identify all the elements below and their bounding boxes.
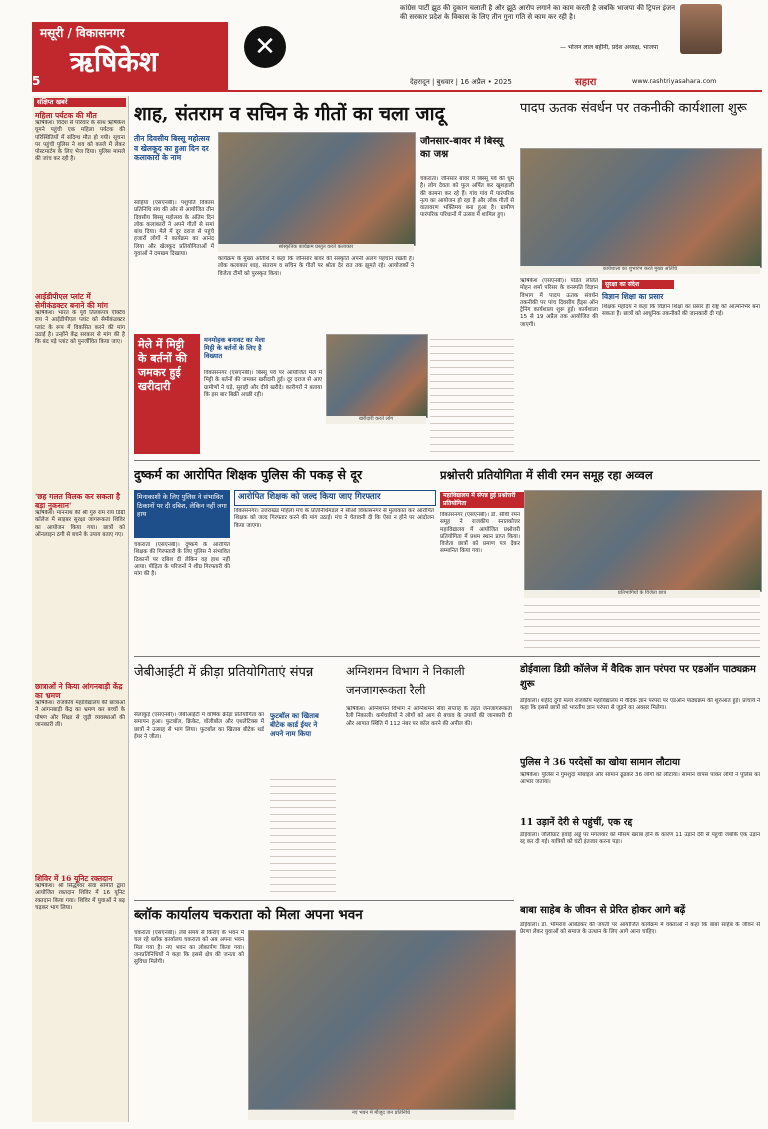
police-body: ऋषिकेश। पुलिस ने गुमशुदा मोबाइल और सामान ढूंढकर 36 लोगों को लौटाया। सामान वापस पाकर लोगों ने पुलिस का आभार जताया। bbox=[520, 772, 760, 786]
teacher-subhead-box bbox=[134, 490, 230, 538]
x-logo-icon: ✕ bbox=[244, 26, 286, 68]
brief-body: ऋषिकेश। माननाथ की श्री गुरु राम राय डिग्री कॉलेज में साइबर सुरक्षा जागरूकता शिविर का आयोजन किया गया। छात्रों को ऑनलाइन ठगी से बचने के उपाय बताए गए। bbox=[35, 510, 125, 538]
lead-headline: शाह, संतराम व सचिन के गीतों का चला जादू bbox=[134, 103, 445, 125]
doiwala-body: डोईवाला। शहीद दुर्गा मल्ल राजकीय महाविद्यालय में वैदिक ज्ञान परंपरा पर एडऑन पाठ्यक्रम की शुरुआत हुई। प्राचार्य ने कहा कि इससे छात्रों को भारतीय ज्ञान परंपरा से जुड़ने का अवसर मिलेगा। bbox=[520, 698, 760, 712]
masthead bbox=[0, 0, 768, 88]
brief-item bbox=[32, 490, 128, 680]
lead-photo bbox=[218, 132, 416, 246]
edition-label: मसूरी / विकासनगर bbox=[40, 26, 125, 40]
lead-caption: सांस्कृतिक कार्यक्रम प्रस्तुत करते कलाकार bbox=[218, 244, 414, 252]
flights-body: डोईवाला। जौलीग्रांट हवाई अड्डे पर मंगलवार को मौसम खराब होने के कारण 11 उड़ानें देरी से पहुंचीं जबकि एक उड़ान रद्द कर दी गई। यात्रियों को घंटों इंतजार करना पड़ा। bbox=[520, 832, 760, 846]
brief-body: ऋषिकेश। भारत के पूर्व तिलकपत्र ऐक्टिव राय ने आईडीपीएल प्लांट को सेमीकंडक्टर प्लांट के रूप में विकसित करने की मांग उठाई है। उन्होंने केंद्र सरकार से मांग की है कि बंद पड़े प्लांट को पुनर्जीवित किया जाए। bbox=[35, 310, 125, 346]
teacher-subhead: मिनाकाशी के लिए पुलिस ने संभावित ठिकानों पर दी दबिश, लेकिन नहीं लगा हाथ bbox=[137, 493, 227, 518]
lead-body-2: कार्यक्रम के मुख्य अतिथि ने कहा कि जौनसार बावर की संस्कृति अपनी अलग पहचान रखती है। लोक कलाकार शाह, संतराम व सचिन के गीतों पर श्रोता देर रात तक झूमते रहे। आयोजकों ने विजेता टीमों को पुरस्कृत किया। bbox=[218, 256, 414, 277]
section-rule-3 bbox=[134, 900, 514, 901]
plant-caption: कार्यशाला का शुभारंभ करते मुख्य अतिथि bbox=[520, 266, 760, 274]
mela-block bbox=[134, 334, 200, 454]
flights-headline: 11 उड़ानें देरी से पहुंचीं, एक रद्द bbox=[520, 817, 633, 828]
jbit-subhead-box bbox=[270, 712, 330, 772]
plant-sub-label-2: विज्ञान शिक्षा का प्रसार bbox=[602, 292, 664, 301]
quiz-subhead: महाविद्यालय में संपन्न हुई प्रश्नोत्तरी प्रतियोगिता bbox=[440, 492, 526, 508]
plant-headline: पादप ऊतक संवर्धन पर तकनीकी कार्यशाला शुरू bbox=[520, 101, 747, 116]
mela-body-cont bbox=[430, 336, 514, 456]
dateline: देहरादून | बुधवार | 16 अप्रैल • 2025 bbox=[410, 78, 512, 86]
jbit-body-cont bbox=[270, 776, 336, 896]
jbit-headline: जेबीआईटी में क्रीड़ा प्रतियोगिताएं संपन्न bbox=[134, 665, 314, 680]
plant-body: ऋषिकेश (एसएनबी)। पंडित ललित मोहन शर्मा परिसर के वनस्पति विज्ञान विभाग में पादप ऊतक संवर्धन तकनीकी पर पांच दिवसीय हैंड्स ऑन ट्रेनिंग कार्यशाला शुरू हुई। कार्यशाला 15 से 19 अप्रैल तक आयोजित की जाएगी। bbox=[520, 278, 598, 328]
plant-photo bbox=[520, 148, 762, 268]
paper-name: सहारा bbox=[575, 77, 597, 88]
edition-title: ऋषिकेश bbox=[70, 45, 158, 78]
block-caption: नए भवन में मौजूद जन प्रतिनिधि bbox=[248, 1110, 514, 1120]
fire-headline: अग्निशमन विभाग ने निकाली जनजागरूकता रैली bbox=[346, 664, 465, 697]
section-rule-2 bbox=[134, 656, 760, 657]
quiz-caption: प्रतिभागियों के विजेता छात्र bbox=[524, 590, 760, 598]
teacher-body-1: चकराता (एसएनबी)। दुष्कर्म के आरोपित शिक्षक की गिरफ्तारी के लिए पुलिस ने संभावित ठिकानों पर दबिश दी लेकिन वह हाथ नहीं आया। पीड़िता के परिजनों ने शीघ्र गिरफ्तारी की मांग की है। bbox=[134, 542, 230, 578]
brief-item bbox=[32, 109, 128, 290]
lead-body-1: साहिया (एसएनबी)। पशुपति विकास प्रतिनिधि संघ की ओर से आयोजित तीन दिवसीय बिस्सू महोत्सव के अंतिम दिन लोक कलाकारों ने अपने गीतों से समां बांध दिया। मेले में दूर दराज से पहुंचे हजारों लोगों ने कार्यक्रम का आनंद लिया और खेलकूद प्रतियोगिताओं में युवाओं ने दमखम दिखाया। bbox=[134, 200, 214, 258]
quiz-photo bbox=[524, 490, 762, 592]
teacher-box-headline: आरोपित शिक्षक को जल्द किया जाए गिरफ्तार bbox=[238, 492, 381, 502]
brief-headline: 'छह गलत विलक कर सकता है बड़ा नुकसान' bbox=[35, 492, 120, 510]
plant-sub-label: सुरक्षा का संदेश bbox=[602, 280, 674, 289]
lead-subhead-box bbox=[134, 134, 214, 194]
plant-body-2: शिक्षक महोदय ने कहा कि विज्ञान शिक्षा का प्रसार ही राष्ट्र को आत्मनिर्भर बना सकता है। छात्रों को आधुनिक तकनीकों की जानकारी दी गई। bbox=[602, 304, 760, 318]
mela-caption: खरीदारी करते लोग bbox=[326, 416, 426, 424]
quiz-body-cont bbox=[524, 602, 760, 650]
dateline-city: देहरादून bbox=[410, 78, 430, 86]
brief-item bbox=[32, 290, 128, 490]
sidebar-briefs bbox=[32, 96, 129, 1122]
teacher-headline: दुष्कर्म का आरोपित शिक्षक पुलिस की पकड़ से दूर bbox=[134, 467, 363, 482]
block-headline: ब्लॉक कार्यालय चकराता को मिला अपना भवन bbox=[134, 907, 363, 923]
mela-body: विकासनगर (एसएनबी)। बिस्सू पर्व पर आयोजित मेले में मिट्टी के बर्तनों की जमकर खरीदारी हुई। दूर दराज से आए ग्रामीणों ने घड़े, सुराही और दीये खरीदे। कारीगरों ने बताया कि इस बार बिक्री अच्छी रही। bbox=[204, 370, 322, 398]
top-quote: कांग्रेस पार्टी झूठ की दुकान चलाती है और झूठे आरोप लगाने का काम करती है जबकि भाजपा की ट्रिपल इंजन की सरकार प्रदेश के विकास के लिए तीन गुना गति से काम कर रही है। bbox=[400, 4, 675, 21]
mela-headline: मेले में मिट्टी के बर्तनों की जमकर हुई खरीदारी bbox=[138, 338, 187, 393]
brief-item bbox=[32, 872, 128, 1035]
mela-subhead: मनमोहक बनावट का मेला मिट्टी के बर्तनों के लिए है विख्यात bbox=[204, 336, 265, 360]
lead-subhead: तीन दिवसीय बिस्सू महोत्सव व खेलकूद का हुआ दिन दर कलाकारों के नाम bbox=[134, 134, 210, 162]
dateline-year: 2025 bbox=[494, 78, 512, 86]
jaunsar-headline: जौनसार-बावर में बिस्सू का जश्न bbox=[420, 136, 504, 160]
brief-body: ऋषिकेश। श्री सिद्धेश्वर सेवा समिति द्वारा आयोजित रक्तदान शिविर में 16 यूनिट रक्तदान किया गया। शिविर में युवाओं ने बढ़ चढ़कर भाग लिया। bbox=[35, 883, 125, 911]
jbit-body: सेलाकुई (एसएनबी)। जेबीआईटी में वार्षिक क्रीड़ा प्रतियोगिता का समापन हुआ। फुटबॉल, क्रिकेट, वॉलीबॉल और एथलेटिक्स में छात्रों ने उत्साह से भाग लिया। फुटबॉल का खिताब बीटेक थर्ड ईयर ने जीता। bbox=[134, 712, 264, 740]
page-number: 5 bbox=[32, 74, 41, 88]
block-body: चकराता (एसएनबी)। लंबे समय से किराए के भवन में चल रहे ब्लॉक कार्यालय चकराता को अब अपना भवन मिल गया है। नए भवन का लोकार्पण किया गया। जनप्रतिनिधियों ने कहा कि इससे क्षेत्र की जनता को सुविधा मिलेगी। bbox=[134, 930, 244, 966]
brief-headline: छात्राओं ने किया आंगनबाड़ी केंद्र का भ्रमण bbox=[35, 682, 123, 700]
fire-body: ऋषिकेश। अग्निशमन विभाग ने अग्निशमन सेवा सप्ताह के तहत जनजागरूकता रैली निकाली। कर्मचारियों ने लोगों को आग से बचाव के उपायों की जानकारी दी और आपात स्थिति में 112 नंबर पर कॉल करने की अपील की। bbox=[346, 706, 512, 727]
brief-headline: आईडीपीएल प्लांट में सेमीकंडक्टर बनाने की मांग bbox=[35, 292, 108, 310]
brief-body: ऋषिकेश। राजकीय महाविद्यालय की छात्राओं ने आंगनबाड़ी केंद्र का भ्रमण कर बच्चों के पोषण और शिक्षा से जुड़ी व्यवस्थाओं की जानकारी ली। bbox=[35, 700, 125, 728]
quiz-body: विकासनगर (एसएनबी)। डॉ. सीवी रमन समूह ने राजकीय स्नातकोत्तर महाविद्यालय में आयोजित प्रश्नोत्तरी प्रतियोगिता में प्रथम स्थान प्राप्त किया। विजेता छात्रों को प्रमाण पत्र देकर सम्मानित किया गया। bbox=[440, 512, 520, 555]
teacher-box-headline-wrap bbox=[234, 490, 436, 506]
brief-body: ऋषिकेश। विदेश से परिवार के साथ ऋषिकेश घूमने पहुंची एक महिला पर्यटक की परिस्थितियों में संदिग्ध मौत हो गयी। सूचना पर पहुंची पुलिस ने शव को कब्जे में लेकर पोस्टमार्टम के लिए भेज दिया। पुलिस मामले की जांच कर रही है। bbox=[35, 120, 125, 163]
dateline-day: बुधवार bbox=[436, 78, 454, 86]
ambedkar-body: डोईवाला। डॉ. भीमराव आंबेडकर की जयंती पर आयोजित कार्यक्रम में वक्ताओं ने कहा कि बाबा साहेब के जीवन से प्रेरणा लेकर युवाओं को समाज के उत्थान के लिए आगे आना चाहिए। bbox=[520, 922, 760, 936]
jbit-subhead: फुटबॉल का खिताब बीटेक कार्ड ईयर ने अपने नाम किया bbox=[270, 712, 319, 738]
block-photo bbox=[248, 930, 516, 1110]
mela-photo bbox=[326, 334, 428, 418]
doiwala-headline: डोईवाला डिग्री कॉलेज में वैदिक ज्ञान परंपरा पर एडऑन पाठ्यक्रम शुरू bbox=[520, 664, 756, 690]
masthead-rule bbox=[32, 90, 762, 92]
dateline-date: 16 अप्रैल bbox=[460, 78, 486, 86]
top-quote-author: — भोजन लाल बहीनी, प्रदेश अध्यक्ष, भाजपा bbox=[560, 44, 659, 51]
brief-headline: शिविर में 16 यूनिट रक्तदान bbox=[35, 874, 113, 883]
section-rule-1 bbox=[134, 460, 760, 461]
police-headline: पुलिस ने 36 परदेसों का खोया सामान लौटाया bbox=[520, 757, 680, 768]
teacher-body-2: विकासनगर। उत्तराखंड महिला मंच के प्रतिनिधिमंडल ने सीओ विकासनगर से मुलाकात कर आरोपित शिक्षक को जल्द गिरफ्तार करने की मांग उठाई। मंच ने चेतावनी दी कि ऐसा न होने पर आंदोलन किया जाएगा। bbox=[234, 508, 434, 529]
website: www.rashtriyasahara.com bbox=[632, 77, 717, 85]
brief-headline: महिला पर्यटक की मौत bbox=[35, 111, 97, 120]
jaunsar-body: चकराता। जौनसार बावर में बिस्सू पर्व की धूम है। लोग देवता को फूल अर्पित कर खुशहाली की कामना कर रहे हैं। गांव गांव में पारंपरिक नृत्य का आयोजन हो रहा है और लोक गीतों से वातावरण भक्तिमय बना हुआ है। ग्रामीण पारंपरिक परिधानों में उत्सव में शामिल हुए। bbox=[420, 176, 514, 219]
quiz-headline: प्रश्नोत्तरी प्रतियोगिता में सीवी रमन समूह रहा अव्वल bbox=[440, 468, 653, 482]
brief-item bbox=[32, 680, 128, 872]
ambedkar-headline: बाबा साहेब के जीवन से प्रेरित होकर आगे बढ़ें bbox=[520, 905, 686, 916]
sidebar-label: संक्षिप्त खबरें bbox=[34, 98, 126, 107]
